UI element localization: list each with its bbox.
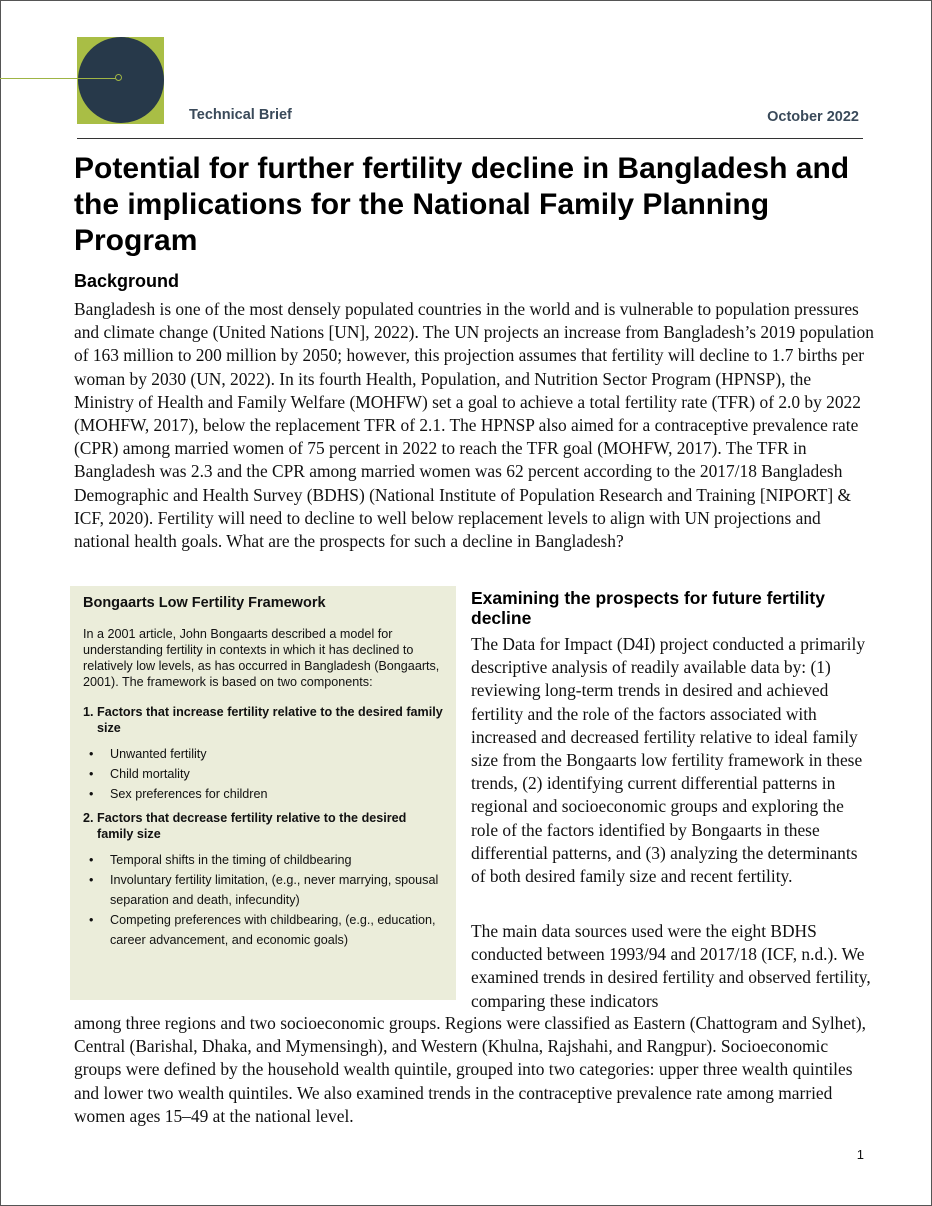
sidebar-intro: In a 2001 article, John Bongaarts described a model for understanding fertility in contexts in which it has declined to relatively low levels, as has occurred in Bangladesh (Bongaarts, 2001). The framework is based on two components: — [83, 627, 440, 689]
sidebar-section-heading: 1. Factors that increase fertility relative to the desired family size — [83, 705, 443, 735]
list-item: • Unwanted fertility — [83, 744, 444, 764]
list-item: • Involuntary fertility limitation, (e.g., never marrying, spousal separation and death, infecundity) — [83, 870, 444, 910]
document-title: Potential for further fertility decline in Bangladesh and the implications for the National Family Planning Program — [74, 152, 850, 257]
sidebar-list-increase — [83, 744, 444, 804]
logo-dot-icon — [115, 74, 122, 81]
examining-paragraph-3: among three regions and two socioeconomic groups. Regions were classified as Eastern (Chattogram and Sylhet), Central (Barishal, Dhaka, and Mymensingh), and Western (Khulna, Rajshahi, and Rangpur). Socioeconomic groups were defined by the household wealth quintile, grouped into two categories: upper three wealth quintiles and lower two wealth quintiles. We also examined trends in the contraceptive prevalence rate among married women ages 15–49 at the national level. — [74, 1013, 867, 1126]
examining-heading: Examining the prospects for future fertility decline — [471, 588, 825, 628]
sidebar-title: Bongaarts Low Fertility Framework — [83, 595, 326, 611]
list-item: • Temporal shifts in the timing of childbearing — [83, 850, 444, 870]
list-item: • Child mortality — [83, 764, 444, 784]
logo-line — [0, 78, 116, 79]
list-item: • Competing preferences with childbearing, (e.g., education, career advancement, and economic goals) — [83, 910, 444, 950]
logo-navy-circle — [78, 37, 164, 123]
page-number: 1 — [856, 1147, 864, 1162]
series-label: Technical Brief — [189, 107, 292, 123]
background-heading: Background — [74, 271, 180, 291]
sidebar-list-decrease — [83, 850, 444, 950]
background-paragraph: Bangladesh is one of the most densely populated countries in the world and is vulnerable to population pressures and climate change (United Nations [UN], 2022). The UN projects an increase from Bangladesh’s 2019 population of 163 million to 200 million by 2050; however, this projection assumes that fertility will decline to 1.7 births per woman by 2030 (UN, 2022). In its fourth Health, Population, and Nutrition Sector Program (HPNSP), the Ministry of Health and Family Welfare (MOHFW) set a goal to achieve a total fertility rate (TFR) of 2.0 by 2022 (MOHFW, 2017), below the replacement TFR of 2.1. The HPNSP also aimed for a contraceptive prevalence rate (CPR) among married women of 75 percent in 2022 to reach the TFR goal (MOHFW, 2017). The TFR in Bangladesh was 2.3 and the CPR among married women was 62 percent according to the 2017/18 Bangladesh Demographic and Health Survey (BDHS) (National Institute of Population Research and Training [NIPORT] & ICF, 2020). Fertility will need to decline to well below replacement levels to align with UN projections and national health goals. What are the prospects for such a decline in Bangladesh? — [74, 299, 874, 552]
sidebar-section-heading: 2. Factors that decrease fertility relative to the desired family size — [83, 811, 407, 841]
examining-paragraph-2: The main data sources used were the eight BDHS conducted between 1993/94 and 2017/18 (ICF, n.d.). We examined trends in desired fertility and observed fertility, comparing these indicators — [471, 921, 871, 1011]
header-divider — [77, 138, 863, 139]
framework-sidebar — [70, 586, 456, 1000]
list-item: • Sex preferences for children — [83, 784, 444, 804]
examining-paragraph-1: The Data for Impact (D4I) project conducted a primarily descriptive analysis of readily available data by: (1) reviewing long-term trends in desired and achieved fertility and the role of the factors associated with increased and decreased fertility relative to ideal family size from the Bongaarts low fertility framework in these trends, (2) identifying current differential patterns in regional and socioeconomic groups and exploring the role of the factors identified by Bongaarts in these differential patterns, and (3) analyzing the determinants of both desired family size and recent fertility. — [471, 634, 866, 887]
publication-date: October 2022 — [767, 109, 859, 125]
